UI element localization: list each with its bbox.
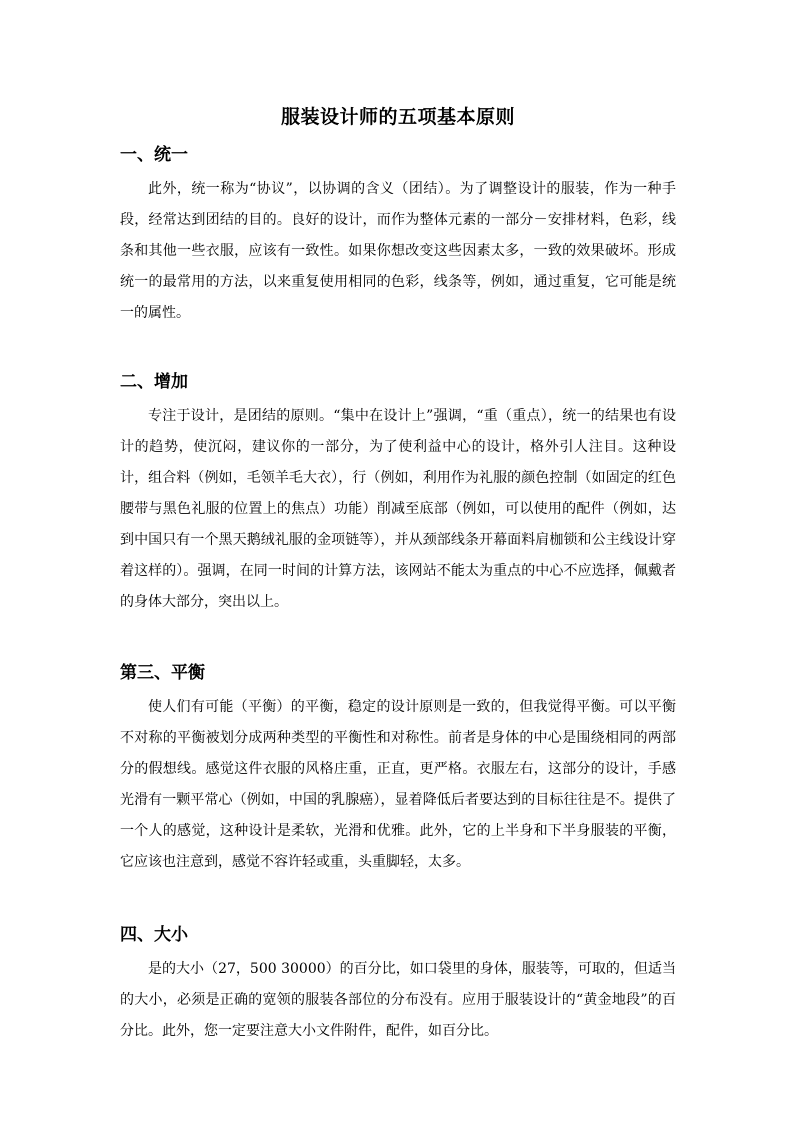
section-heading: 第三、平衡 <box>120 663 205 683</box>
section-heading: 四、大小 <box>120 925 188 945</box>
section-heading: 二、增加 <box>120 372 188 392</box>
section-paragraph: 此外，统一称为“协议”，以协调的含义（团结）。为了调整设计的服装，作为一种手段，经常达到团结的目的。良好的设计，而作为整体元素的一部分－安排材料，色彩，线条和其他一些衣服，应该有一致性。如果你想改变这些因素太多，一致的效果破坏。形成统一的最常用的方法，以来重复使用相同的色彩，线条等，例如，通过重复，它可能是统一的属性。 <box>120 181 676 321</box>
document-page <box>120 100 676 1047</box>
section-paragraph: 专注于设计，是团结的原则。“集中在设计上”强调，“重（重点），统一的结果也有设计的趋势，使沉闷，建议你的一部分，为了使利益中心的设计，格外引人注目。这种设计，组合料（例如，毛领羊毛大衣），行（例如，利用作为礼服的颜色控制（如固定的红色腰带与黑色礼服的位置上的焦点）功能）削减至底部（例如，可以使用的配件（例如，达到中国只有一个黑天鹅绒礼服的金项链等），并从颈部线条开幕面料肩枷锁和公主线设计穿着这样的）。强调，在同一时间的计算方法，该网站不能太为重点的中心不应选择，佩戴者的身体大部分，突出以上。 <box>120 408 676 610</box>
section-balance <box>120 658 676 878</box>
section-paragraph: 是的大小（27，500 30000）的百分比，如口袋里的身体，服装等，可取的，但适当的大小，必须是正确的宽领的服装各部位的分布没有。应用于服装设计的“黄金地段”的百分比。此外，您一定要注意大小文件附件，配件，如百分比。 <box>120 961 676 1039</box>
section-size <box>120 920 676 1047</box>
section-emphasis <box>120 367 676 618</box>
section-heading: 一、统一 <box>120 145 188 165</box>
document-title: 服装设计师的五项基本原则 <box>280 106 515 128</box>
section-unity <box>120 140 676 329</box>
section-paragraph: 使人们有可能（平衡）的平衡，稳定的设计原则是一致的，但我觉得平衡。可以平衡不对称的平衡被划分成两种类型的平衡性和对称性。前者是身体的中心是围绕相同的两部分的假想线。感觉这件衣服的风格庄重，正直，更严格。衣服左右，这部分的设计，手感光滑有一颗平常心（例如，中国的乳腺癌），显着降低后者要达到的目标往往是不。提供了一个人的感觉，这种设计是柔软，光滑和优雅。此外，它的上半身和下半身服装的平衡，它应该也注意到，感觉不容许轻或重，头重脚轻，太多。 <box>120 699 676 870</box>
